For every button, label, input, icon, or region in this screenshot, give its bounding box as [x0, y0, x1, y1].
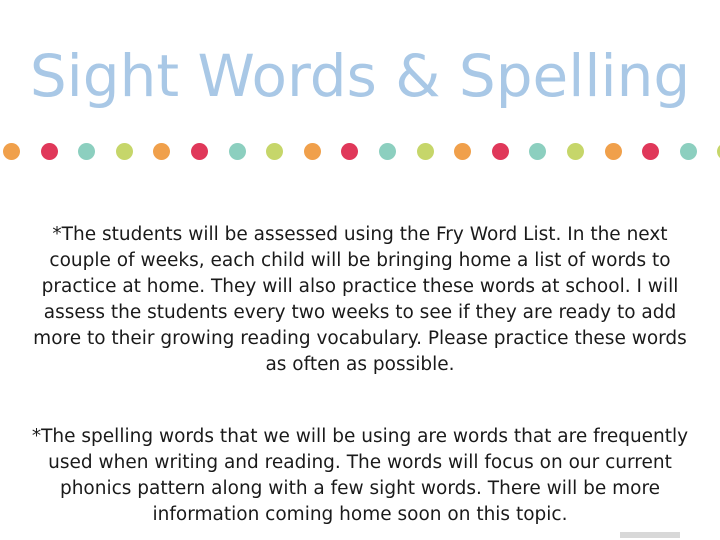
- divider-dot: [153, 143, 170, 160]
- divider-dot: [605, 143, 622, 160]
- paragraph-spelling-words: *The spelling words that we will be using are words that are frequently used when writing and reading. The words will focus on our current phonics pattern along with a few sight words. There will be more information coming home soon on this topic.: [31, 426, 689, 525]
- divider-dot: [191, 143, 208, 160]
- divider-dot: [529, 143, 546, 160]
- divider-dot: [229, 143, 246, 160]
- divider-dot: [567, 143, 584, 160]
- divider-dot: [341, 143, 358, 160]
- divider-dot: [642, 143, 659, 160]
- footer-mark: [620, 532, 680, 538]
- divider-dot: [680, 143, 697, 160]
- divider-dot: [379, 143, 396, 160]
- divider-dot: [304, 143, 321, 160]
- divider-dot: [41, 143, 58, 160]
- divider-dot: [454, 143, 471, 160]
- divider-dot: [417, 143, 434, 160]
- divider-dot: [492, 143, 509, 160]
- slide-title: Sight Words & Spelling: [29, 42, 691, 110]
- divider-dot: [116, 143, 133, 160]
- divider-dot: [266, 143, 283, 160]
- dotted-divider: [0, 140, 720, 164]
- paragraph-fry-word-list: *The students will be assessed using the Fry Word List. In the next couple of weeks, each child will be bringing home a list of words to practice at home. They will also practice these words at school. I will assess the students every two weeks to see if they are ready to add more to their growing reading vocabulary. Please practice these words as often as possible.: [33, 224, 687, 375]
- divider-dot: [3, 143, 20, 160]
- divider-dot: [78, 143, 95, 160]
